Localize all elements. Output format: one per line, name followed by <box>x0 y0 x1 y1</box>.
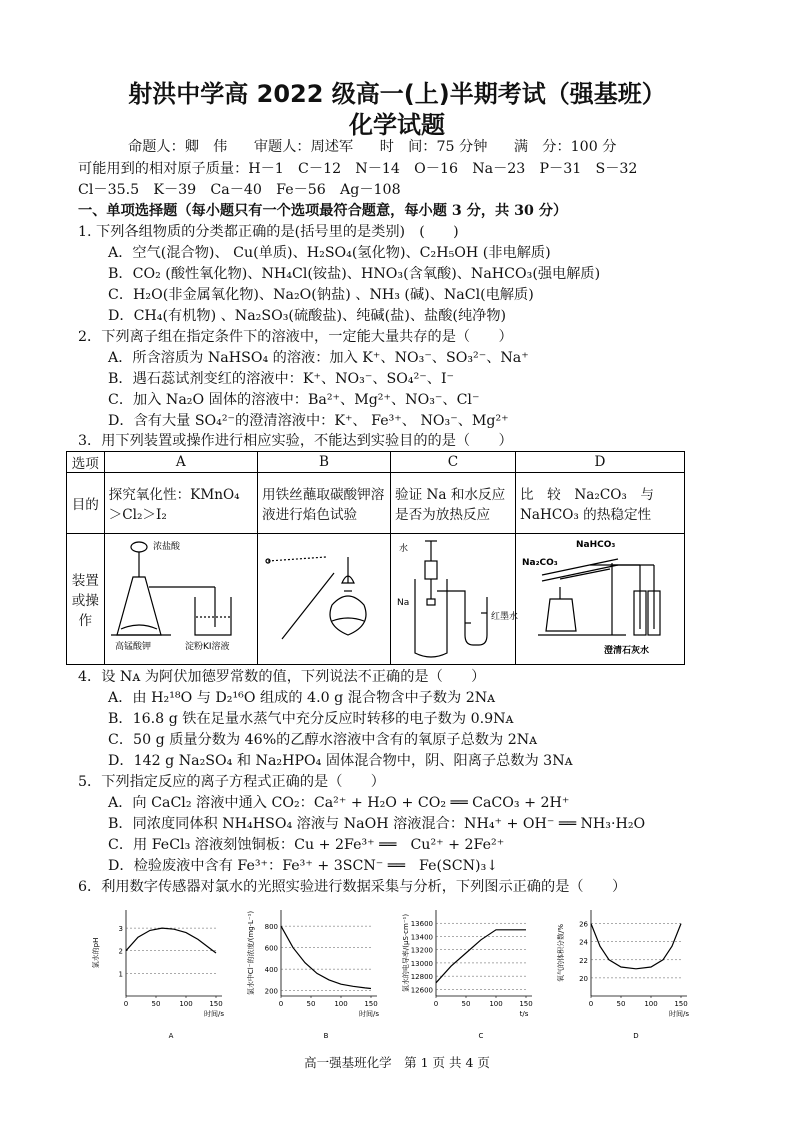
x-tick-label: 150 <box>519 1000 533 1008</box>
flame-test-illustration <box>262 535 386 659</box>
chart-letter: D <box>633 1032 639 1040</box>
y-tick-label: 13600 <box>410 920 433 929</box>
meta-author: 命题人：卿 伟 <box>128 139 228 155</box>
q2-option-b: B．遇石蕊试剂变红的溶液中：K⁺、NO₃⁻、SO₄²⁻、I⁻ <box>108 371 455 387</box>
x-tick-label: 0 <box>123 1000 129 1008</box>
q5-option-a: A．向 CaCl₂ 溶液中通入 CO₂：Ca²⁺ + H₂O + CO₂ ══ CaCO₃ + 2H⁺ <box>108 795 570 811</box>
chart-A <box>91 910 224 1040</box>
chart-C <box>401 910 533 1040</box>
q4-stem: 4．设 Nᴀ 为阿伏加德罗常数的值，下列说法不正确的是（ ） <box>78 669 486 685</box>
x-tick-label: 150 <box>209 1000 223 1008</box>
x-tick-label: 50 <box>151 1000 161 1008</box>
q3-col-a: A <box>104 452 257 473</box>
y-axis-label: 氯水的电导率/(μS·cm⁻¹) <box>402 913 410 993</box>
series-line <box>126 928 216 953</box>
label-starch-ki: 淀粉KI溶液 <box>184 642 230 652</box>
series-line <box>281 926 371 988</box>
q3-row-device: 装置或操作 <box>67 534 105 665</box>
x-tick-label: 100 <box>644 1000 658 1008</box>
y-tick-label: 26 <box>579 920 588 929</box>
y-tick-label: 20 <box>579 974 588 983</box>
x-tick-label: 50 <box>461 1000 471 1008</box>
q5-option-c: C．用 FeCl₃ 溶液刻蚀铜板：Cu + 2Fe³⁺ ══ Cu²⁺ + 2Fe²⁺ <box>108 837 505 853</box>
q3-col-d: D <box>516 452 685 473</box>
label-limewater: 澄清石灰水 <box>604 646 650 656</box>
q3-purpose-a: 探究氧化性：KMnO₄＞Cl₂＞I₂ <box>104 473 257 534</box>
label-nahco3: NaHCO₃ <box>576 540 616 550</box>
q1-stem: 1. 下列各组物质的分类都正确的是(括号里的是类别) ( ) <box>78 224 459 240</box>
x-axis-label: 时间/s <box>358 1010 380 1018</box>
series-line <box>591 924 681 969</box>
x-tick-label: 50 <box>616 1000 626 1008</box>
q4-option-d: D．142 g Na₂SO₄ 和 Na₂HPO₄ 固体混合物中，阴、阳离子总数为 3Nᴀ <box>108 753 573 769</box>
x-tick-label: 150 <box>674 1000 688 1008</box>
q3-col-c: C <box>390 452 515 473</box>
q3-device-c <box>390 534 518 665</box>
atomic-masses-2: Cl－35.5 K－39 Ca－40 Fe－56 Ag－108 <box>78 182 401 198</box>
atomic-masses-1: 可能用到的相对原子质量：H－1 C－12 N－14 O－16 Na－23 P－31 S－32 <box>78 161 638 177</box>
sodium-water-illustration <box>395 535 518 659</box>
y-tick-label: 13000 <box>410 959 433 968</box>
q1-option-b: B．CO₂ (酸性氧化物)、NH₄Cl(铵盐)、HNO₃(含氧酸)、NaHCO₃(强电解质) <box>108 266 601 282</box>
y-axis-label: 氯水的pH <box>92 937 100 969</box>
q6-charts <box>86 902 706 1042</box>
q3-device-b <box>257 534 390 665</box>
q3-purpose-d: 比 较 Na₂CO₃ 与 NaHCO₃ 的热稳定性 <box>516 473 685 534</box>
q3-table <box>66 451 685 665</box>
chart-letter: C <box>478 1032 484 1040</box>
q3-device-d <box>516 534 685 665</box>
label-kmno4: 高锰酸钾 <box>114 642 151 652</box>
q1-option-a: A．空气(混合物)、 Cu(单质)、H₂SO₄(氢化物)、C₂H₅OH (非电解质) <box>108 245 551 261</box>
exam-meta <box>128 138 638 156</box>
page-footer: 高一强基班化学 第 1 页 共 4 页 <box>304 1055 490 1070</box>
x-axis-label: t/s <box>519 1010 529 1018</box>
q2-option-a: A．所含溶质为 NaHSO₄ 的溶液：加入 K⁺、NO₃⁻、SO₃²⁻、Na⁺ <box>108 350 529 366</box>
y-tick-label: 12800 <box>410 973 433 982</box>
q3-purpose-c: 验证 Na 和水反应是否为放热反应 <box>390 473 515 534</box>
thermal-stability-illustration <box>520 535 680 659</box>
chart-D <box>556 910 689 1040</box>
y-tick-label: 22 <box>579 956 588 965</box>
x-tick-label: 100 <box>334 1000 348 1008</box>
q2-option-c: C．加入 Na₂O 固体的溶液中：Ba²⁺、Mg²⁺、NO₃⁻、Cl⁻ <box>108 392 480 408</box>
meta-reviewer: 审题人：周述军 <box>253 139 354 155</box>
x-tick-label: 50 <box>306 1000 316 1008</box>
series-line <box>436 930 526 983</box>
q3-purpose-b: 用铁丝蘸取碳酸钾溶液进行焰色试验 <box>257 473 390 534</box>
label-na2co3: Na₂CO₃ <box>522 558 558 568</box>
x-axis-label: 时间/s <box>203 1010 225 1018</box>
y-tick-label: 400 <box>264 966 278 975</box>
q5-option-d: D．检验废液中含有 Fe³⁺：Fe³⁺ + 3SCN⁻ ══ Fe(SCN)₃↓ <box>108 858 499 874</box>
q3-stem: 3．用下列装置或操作进行相应实验，不能达到实验目的的是（ ） <box>78 433 513 449</box>
exam-title: 射洪中学高 2022 级高一(上)半期考试（强基班） <box>128 80 666 108</box>
x-tick-label: 0 <box>433 1000 439 1008</box>
meta-time: 时 间：75 分钟 <box>379 139 488 155</box>
y-tick-label: 1 <box>118 970 123 979</box>
q2-option-d: D．含有大量 SO₄²⁻的澄清溶液中：K⁺、 Fe³⁺、 NO₃⁻、Mg²⁺ <box>108 413 509 429</box>
y-axis-label: 氧气的体积分数/% <box>557 923 565 983</box>
y-axis-label: 氯水中Cl⁻的浓度/(mg·L⁻¹) <box>247 910 255 996</box>
q3-col-label: 选项 <box>67 452 105 473</box>
q3-row-purpose: 目的 <box>67 473 105 534</box>
chlorine-generator-illustration <box>109 535 249 659</box>
y-tick-label: 600 <box>264 944 278 953</box>
q3-device-a <box>104 534 257 665</box>
section-heading: 一、单项选择题（每小题只有一个选项最符合题意，每小题 3 分，共 30 分） <box>78 203 568 219</box>
x-tick-label: 100 <box>489 1000 503 1008</box>
label-red-ink: 红墨水 <box>490 612 518 622</box>
label-conc-hcl: 浓盐酸 <box>152 542 180 552</box>
q6-stem: 6．利用数字传感器对氯水的光照实验进行数据采集与分析，下列图示正确的是（ ） <box>78 879 627 895</box>
y-tick-label: 800 <box>264 923 278 932</box>
y-tick-label: 12600 <box>410 986 433 995</box>
x-axis-label: 时间/s <box>668 1010 690 1018</box>
meta-score: 满 分：100 分 <box>513 139 617 155</box>
x-tick-label: 150 <box>364 1000 378 1008</box>
y-tick-label: 13200 <box>410 946 433 955</box>
q4-option-b: B．16.8 g 铁在足量水蒸气中充分反应时转移的电子数为 0.9Nᴀ <box>108 711 514 727</box>
q4-option-a: A．由 H₂¹⁸O 与 D₂¹⁶O 组成的 4.0 g 混合物含中子数为 2Nᴀ <box>108 690 496 706</box>
y-tick-label: 200 <box>264 987 278 996</box>
q1-option-d: D．CH₄(有机物) 、Na₂SO₃(硫酸盐)、纯碱(盐)、盐酸(纯净物) <box>108 308 507 324</box>
x-tick-label: 0 <box>588 1000 594 1008</box>
y-tick-label: 3 <box>118 925 123 934</box>
y-tick-label: 13400 <box>410 933 433 942</box>
q5-stem: 5．下列指定反应的离子方程式正确的是（ ） <box>78 774 385 790</box>
q5-option-b: B．同浓度同体积 NH₄HSO₄ 溶液与 NaOH 溶液混合：NH₄⁺ + OH⁻ ══ NH₃·H₂O <box>108 816 646 832</box>
q3-col-b: B <box>257 452 390 473</box>
exam-subject: 化学试题 <box>349 111 445 139</box>
q2-stem: 2．下列离子组在指定条件下的溶液中，一定能大量共存的是（ ） <box>78 329 513 345</box>
y-tick-label: 2 <box>118 947 123 956</box>
q1-option-c: C．H₂O(非金属氧化物)、Na₂O(钠盐) 、NH₃ (碱)、NaCl(电解质) <box>108 287 534 303</box>
label-na: Na <box>396 598 410 608</box>
chart-letter: B <box>323 1032 329 1040</box>
x-tick-label: 0 <box>278 1000 284 1008</box>
q4-option-c: C．50 g 质量分数为 46%的乙醇水溶液中含有的氧原子总数为 2Nᴀ <box>108 732 538 748</box>
chart-B <box>246 910 379 1040</box>
y-tick-label: 24 <box>579 938 588 947</box>
chart-letter: A <box>168 1032 174 1040</box>
x-tick-label: 100 <box>179 1000 193 1008</box>
label-water: 水 <box>398 544 408 554</box>
